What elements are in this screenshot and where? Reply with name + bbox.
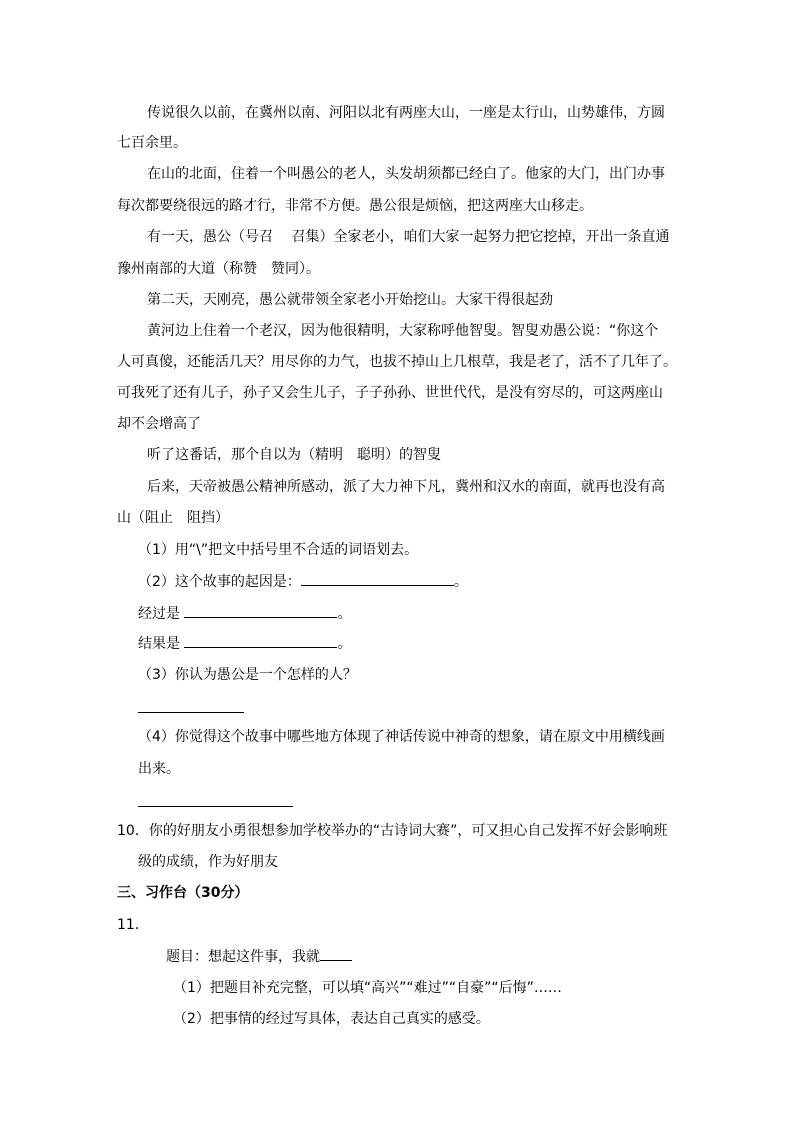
answer-line-q3[interactable]	[138, 712, 244, 713]
essay-tip: （1）把题目补充完整，可以填“高兴”“难过”“自豪”“后悔”……	[173, 980, 562, 996]
passage-line: 可我死了还有儿子，孙子又会生儿子，子子孙孙、世世代代，是没有穷尽的，可这两座山	[117, 385, 663, 401]
period: 。	[337, 606, 352, 622]
question-4: 出来。	[138, 761, 180, 777]
essay-tip: （2）把事情的经过写具体，表达自己真实的感受。	[173, 1011, 490, 1027]
passage-line: 却不会增高了	[117, 416, 201, 432]
passage-line: 第二天，天刚亮，愚公就带领全家老小开始挖山。大家干得很起劲	[147, 292, 553, 308]
passage-line: 山（阻止 阻挡）	[117, 510, 229, 526]
essay-title-text: 题目：想起这件事，我就	[166, 949, 320, 965]
answer-line-q4[interactable]	[138, 806, 293, 807]
question-4: （4）你觉得这个故事中哪些地方体现了神话传说中神奇的想象，请在原文中用横线画	[138, 729, 665, 745]
passage-line: 每次都要绕很远的路才行，非常不方便。愚公很是烦恼，把这两座大山移走。	[117, 198, 593, 214]
section-heading: 三、习作台（30分）	[117, 885, 249, 901]
passage-line: 人可真傻，还能活几天？用尽你的力气，也拔不掉山上几根草，我是老了，活不了几年了。	[117, 354, 677, 370]
question-1: （1）用“\”把文中括号里不合适的词语划去。	[138, 542, 419, 558]
question-2-process	[138, 603, 351, 624]
passage-line: 七百余里。	[117, 135, 187, 151]
answer-blank-process[interactable]	[184, 603, 337, 618]
question-10: 级的成绩，作为好朋友	[138, 854, 278, 870]
passage-line: 在山的北面，住着一个叫愚公的老人，头发胡须都已经白了。他家的大门，出门办事	[147, 166, 665, 182]
question-3: （3）你认为愚公是一个怎样的人？	[138, 667, 357, 683]
passage-line: 听了这番话，那个自以为（精明 聪明）的智叟	[147, 447, 441, 463]
result-label: 结果是	[138, 636, 180, 652]
essay-title-blank[interactable]	[320, 946, 352, 961]
answer-blank-cause[interactable]	[301, 571, 454, 586]
period: 。	[453, 574, 468, 590]
question-10: 10．你的好朋友小勇很想参加学校举办的“古诗词大赛”，可又担心自己发挥不好会影响班	[117, 823, 668, 839]
passage-line: 豫州南部的大道（称赞 赞同）。	[117, 261, 320, 277]
period: 。	[337, 636, 352, 652]
question-2-text: （2）这个故事的起因是：	[138, 574, 301, 590]
essay-title	[166, 946, 352, 967]
question-11-number: 11．	[117, 917, 149, 933]
question-2-result	[138, 633, 351, 654]
passage-line: 传说很久以前，在冀州以南、河阳以北有两座大山，一座是太行山，山势雄伟，方圆	[147, 105, 665, 121]
question-2	[138, 571, 468, 592]
passage-line: 有一天，愚公（号召 召集）全家老小，咱们大家一起努力把它挖掉，开出一条直通	[147, 229, 670, 245]
process-label: 经过是	[138, 606, 180, 622]
passage-line: 黄河边上住着一个老汉，因为他很精明，大家称呼他智叟。智叟劝愚公说：“你这个	[147, 323, 659, 339]
passage-line: 后来，天帝被愚公精神所感动，派了大力神下凡，冀州和汉水的南面，就再也没有高	[147, 479, 665, 495]
answer-blank-result[interactable]	[184, 633, 337, 648]
